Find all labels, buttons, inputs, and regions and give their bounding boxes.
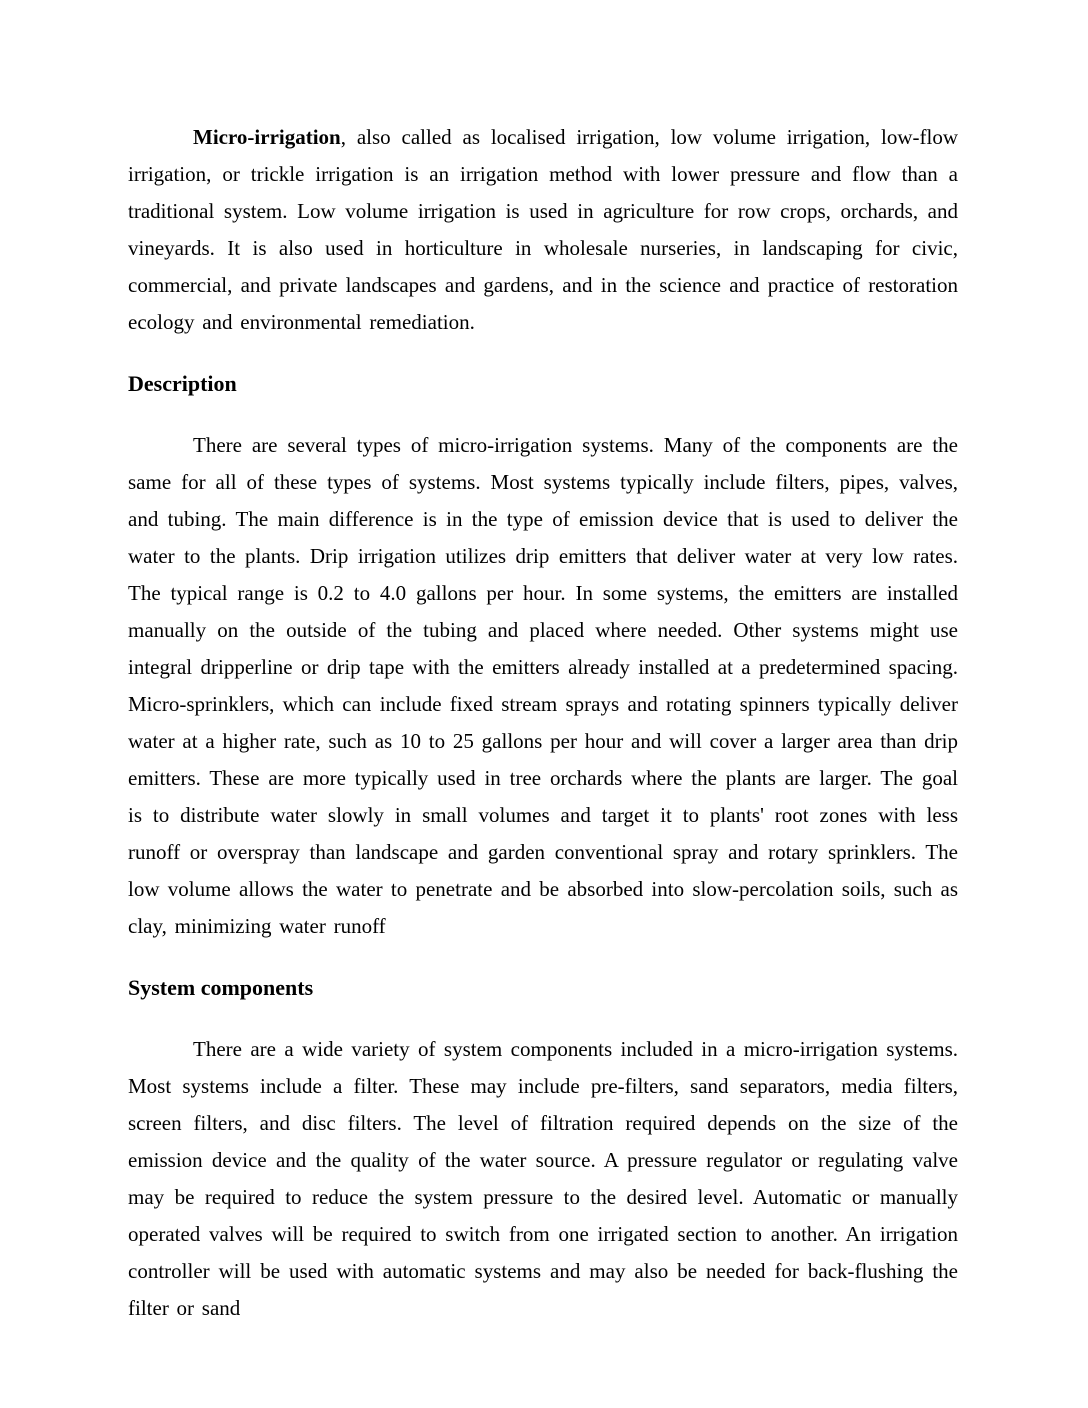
section-heading-system-components: System components [128,975,314,1000]
intro-paragraph-text: , also called as localised irrigation, low volume irrigation, low-flow irrigation, or trickle irrigation is an irrigation method with lower pressure and flow than a traditional system. Low volume irrigation is used in agriculture for row crops, orchards, and vineyards. It is also used in horticulture in wholesale nurseries, in landscaping for civic, commercial, and private landscapes and gardens, and in the science and practice of restoration ecology and environmental remediation. [128,125,958,334]
intro-paragraph [128,119,958,341]
system-components-paragraph: There are a wide variety of system components included in a micro-irrigation systems. Most systems include a filter. These may include pre-filters, sand separators, media filters, screen filters, and disc filters. The level of filtration required depends on the size of the emission device and the quality of the water source. A pressure regulator or regulating valve may be required to reduce the system pressure to the desired level. Automatic or manually operated valves will be required to switch from one irrigated section to another. An irrigation controller will be used with automatic systems and may also be needed for back-flushing the filter or sand [128,1037,958,1320]
description-paragraph: There are several types of micro-irrigation systems. Many of the components are the same for all of these types of systems. Most systems typically include filters, pipes, valves, and tubing. The main difference is in the type of emission device that is used to deliver the water to the plants. Drip irrigation utilizes drip emitters that deliver water at very low rates. The typical range is 0.2 to 4.0 gallons per hour. In some systems, the emitters are installed manually on the outside of the tubing and placed where needed. Other systems might use integral dripperline or drip tape with the emitters already installed at a predetermined spacing. Micro-sprinklers, which can include fixed stream sprays and rotating spinners typically deliver water at a higher rate, such as 10 to 25 gallons per hour and will cover a larger area than drip emitters. These are more typically used in tree orchards where the plants are larger. The goal is to distribute water slowly in small volumes and target it to plants' root zones with less runoff or overspray than landscape and garden conventional spray and rotary sprinklers. The low volume allows the water to penetrate and be absorbed into slow-percolation soils, such as clay, minimizing water runoff [128,433,958,938]
intro-lead-bold: Micro-irrigation [193,125,341,149]
section-heading-description: Description [128,371,237,396]
